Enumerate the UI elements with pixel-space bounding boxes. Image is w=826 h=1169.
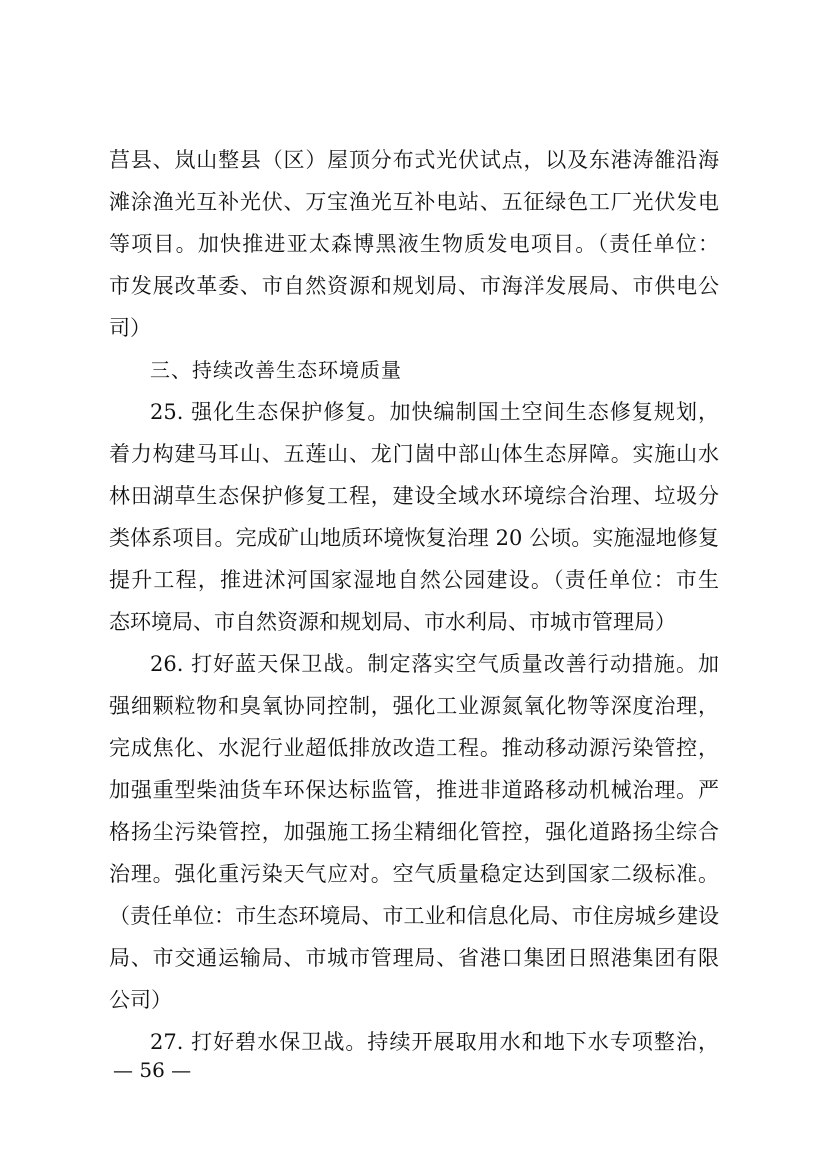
body-text-line: 着力构建马耳山、五莲山、龙门崮中部山体生态屏障。实施山水 bbox=[109, 442, 719, 466]
body-text-line: 加强重型柴油货车环保达标监管，推进非道路移动机械治理。严 bbox=[109, 778, 719, 802]
body-text-line: 公司） bbox=[109, 988, 172, 1012]
body-text-line: 类体系项目。完成矿山地质环境恢复治理 20 公顷。实施湿地修复 bbox=[109, 526, 719, 550]
body-text-line: 强细颗粒物和臭氧协同控制，强化工业源氮氧化物等深度治理， bbox=[109, 694, 719, 718]
body-text-line: 完成焦化、水泥行业超低排放改造工程。推动移动源污染管控， bbox=[109, 736, 719, 760]
body-text-line: 局、市交通运输局、市城市管理局、省港口集团日照港集团有限 bbox=[109, 946, 719, 970]
body-text-line: 治理。强化重污染天气应对。空气质量稳定达到国家二级标准。 bbox=[109, 862, 719, 886]
body-text-line: 27. 打好碧水保卫战。持续开展取用水和地下水专项整治， bbox=[150, 1030, 719, 1054]
body-text-line: 等项目。加快推进亚太森博黑液生物质发电项目。（责任单位： bbox=[109, 232, 719, 256]
body-text-line: 滩涂渔光互补光伏、万宝渔光互补电站、五征绿色工厂光伏发电 bbox=[109, 190, 719, 214]
body-text-line: 态环境局、市自然资源和规划局、市水利局、市城市管理局） bbox=[109, 610, 676, 634]
body-text-line: 25. 强化生态保护修复。加快编制国土空间生态修复规划， bbox=[150, 400, 719, 424]
body-text-line: 莒县、岚山整县（区）屋顶分布式光伏试点，以及东港涛雒沿海 bbox=[109, 148, 719, 172]
body-text-line: 26. 打好蓝天保卫战。制定落实空气质量改善行动措施。加 bbox=[150, 652, 719, 676]
body-text-line: （责任单位：市生态环境局、市工业和信息化局、市住房城乡建设 bbox=[109, 904, 719, 928]
body-text-line: 提升工程，推进沭河国家湿地自然公园建设。（责任单位：市生 bbox=[109, 568, 719, 592]
body-text-line: 司） bbox=[109, 316, 151, 340]
body-text-line: 市发展改革委、市自然资源和规划局、市海洋发展局、市供电公 bbox=[109, 274, 719, 298]
section-heading: 三、持续改善生态环境质量 bbox=[150, 358, 402, 382]
body-text-line: 林田湖草生态保护修复工程，建设全域水环境综合治理、垃圾分 bbox=[109, 484, 719, 508]
page-number: — 56 — bbox=[113, 1058, 192, 1082]
body-text-line: 格扬尘污染管控，加强施工扬尘精细化管控，强化道路扬尘综合 bbox=[109, 820, 719, 844]
